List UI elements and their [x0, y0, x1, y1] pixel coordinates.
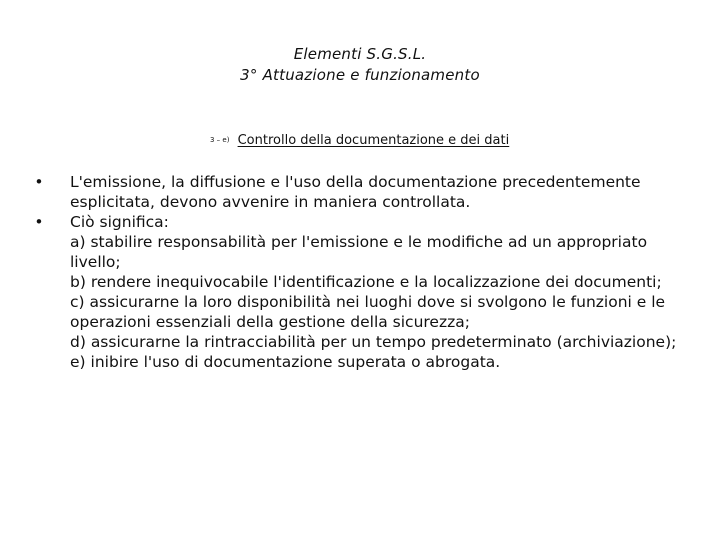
section-heading: [210, 133, 509, 148]
bullet-item-1: [30, 172, 700, 212]
bullet-text: L'emissione, la diffusione e l'uso della documentazione precedentemente esplicitata, devono avvenire in maniera controllata.: [70, 173, 641, 211]
bullet-icon: •: [34, 213, 44, 231]
sub-item-c: c) assicurarne la loro disponibilità nei luoghi dove si svolgono le funzioni e le operazioni essenziali della gestione della sicurezza;: [70, 293, 666, 331]
sub-item-d: d) assicurarne la rintracciabilità per un tempo predeterminato (archiviazione);: [70, 333, 677, 351]
sub-item-e: e) inibire l'uso di documentazione superata o abrogata.: [70, 353, 501, 371]
section-code: 3 – e): [210, 136, 230, 144]
slide-title: [0, 44, 720, 86]
title-line-2: 3° Attuazione e funzionamento: [240, 66, 480, 84]
title-line-1: Elementi S.G.S.L.: [293, 45, 427, 63]
section-heading-text: Controllo della documentazione e dei dati: [237, 133, 510, 148]
bullet-icon: •: [34, 173, 44, 191]
sub-item-a: a) stabilire responsabilità per l'emissione e le modifiche ad un appropriato livello;: [70, 233, 648, 271]
bullet-item-2: [30, 212, 700, 372]
bullet-text: Ciò significa:: [70, 213, 169, 231]
bullet-list: [30, 172, 700, 372]
sub-item-b: b) rendere inequivocabile l'identificazione e la localizzazione dei documenti;: [70, 273, 662, 291]
